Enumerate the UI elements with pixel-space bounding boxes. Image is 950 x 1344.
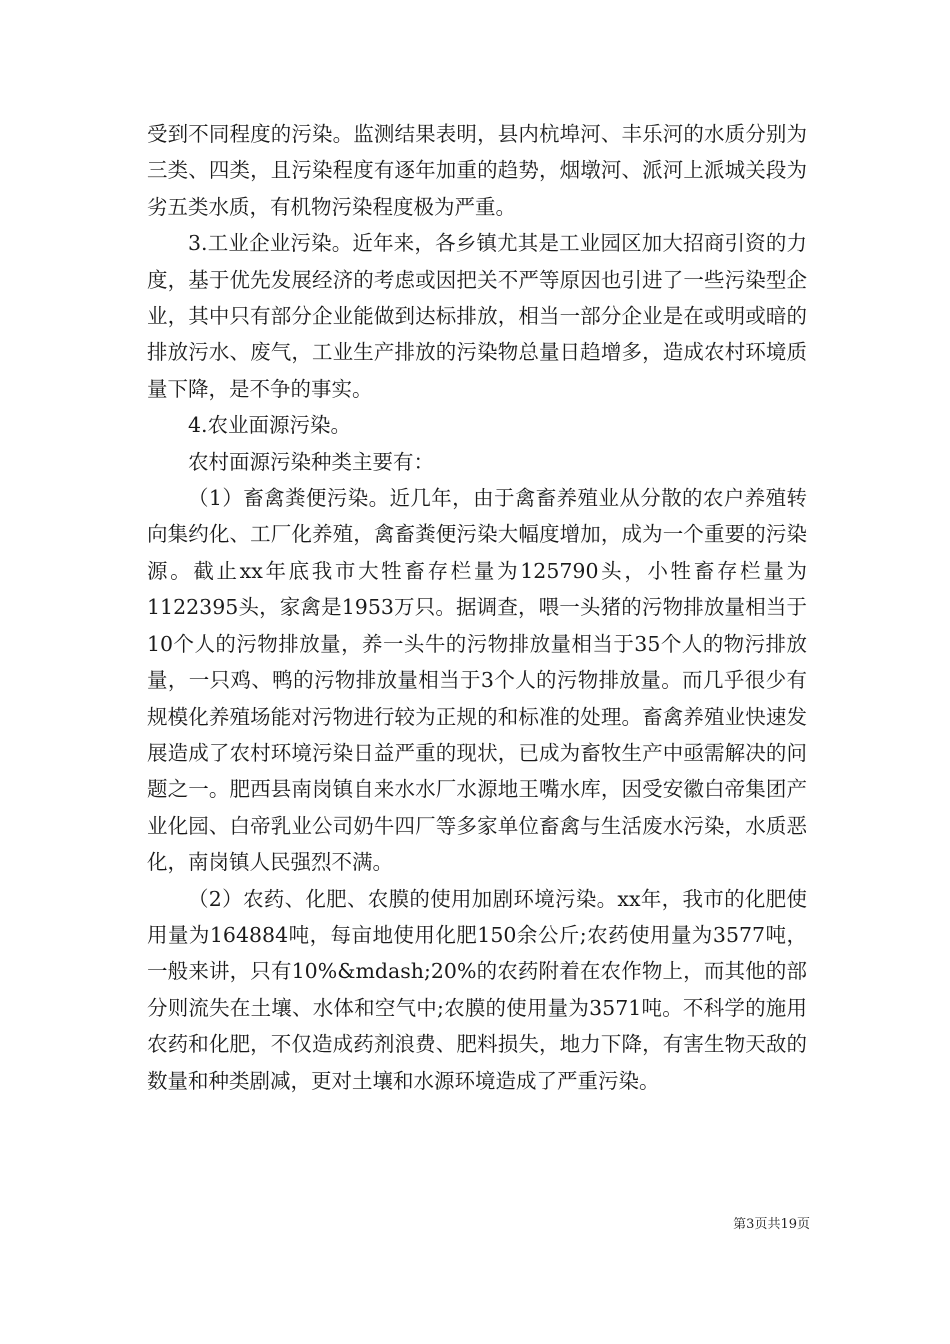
paragraph-pollution-types-intro: 农村面源污染种类主要有： — [188, 449, 434, 474]
paragraph-water-pollution: 受到不同程度的污染。监测结果表明，县内杭埠河、丰乐河的水质分别为三类、四类，且污染程度有逐年加重的趋势，烟墩河、派河上派城关段为劣五类水质，有机物污染程度极为严重。 — [147, 122, 807, 219]
paragraph-pesticides-fertilizer: （2）农药、化肥、农膜的使用加剧环境污染。xx年，我市的化肥使用量为164884吨，每亩地使用化肥150余公斤;农药使用量为3577吨，一般来讲，只有10%&mdash;20%的农药附着在农作物上，而其他的部分则流失在土壤、水体和空气中;农膜的使用量为3571吨。不科学的施用农药和化肥，不仅造成药剂浪费、肥料损失，地力下降，有害生物天敌的数量和种类剧减，更对土壤和水源环境造成了严重污染。 — [147, 886, 807, 1093]
paragraph-industrial-pollution: 3.工业企业污染。近年来，各乡镇尤其是工业园区加大招商引资的力度，基于优先发展经济的考虑或因把关不严等原因也引进了一些污染型企业，其中只有部分企业能做到达标排放，相当一部分企业是在或明或暗的排放污水、废气，工业生产排放的污染物总量日趋增多，造成农村环境质量下降，是不争的事实。 — [147, 231, 807, 401]
document-body — [147, 116, 807, 1099]
page-number-footer: 第3页共19页 — [733, 1217, 810, 1232]
paragraph-agricultural-heading: 4.农业面源污染。 — [188, 413, 352, 438]
paragraph-livestock-manure: （1）畜禽粪便污染。近几年，由于禽畜养殖业从分散的农户养殖转向集约化、工厂化养殖，禽畜粪便污染大幅度增加，成为一个重要的污染源。截止xx年底我市大牲畜存栏量为125790头，小牲畜存栏量为1122395头，家禽是1953万只。据调查，喂一头猪的污物排放量相当于10个人的污物排放量，养一头牛的污物排放量相当于35个人的物污排放量，一只鸡、鸭的污物排放量相当于3个人的污物排放量。而几乎很少有规模化养殖场能对污物进行较为正规的和标准的处理。畜禽养殖业快速发展造成了农村环境污染日益严重的现状，已成为畜牧生产中亟需解决的问题之一。肥西县南岗镇自来水水厂水源地王嘴水库，因受安徽白帝集团产业化园、白帝乳业公司奶牛四厂等多家单位畜禽与生活废水污染，水质恶化，南岗镇人民强烈不满。 — [147, 486, 807, 875]
